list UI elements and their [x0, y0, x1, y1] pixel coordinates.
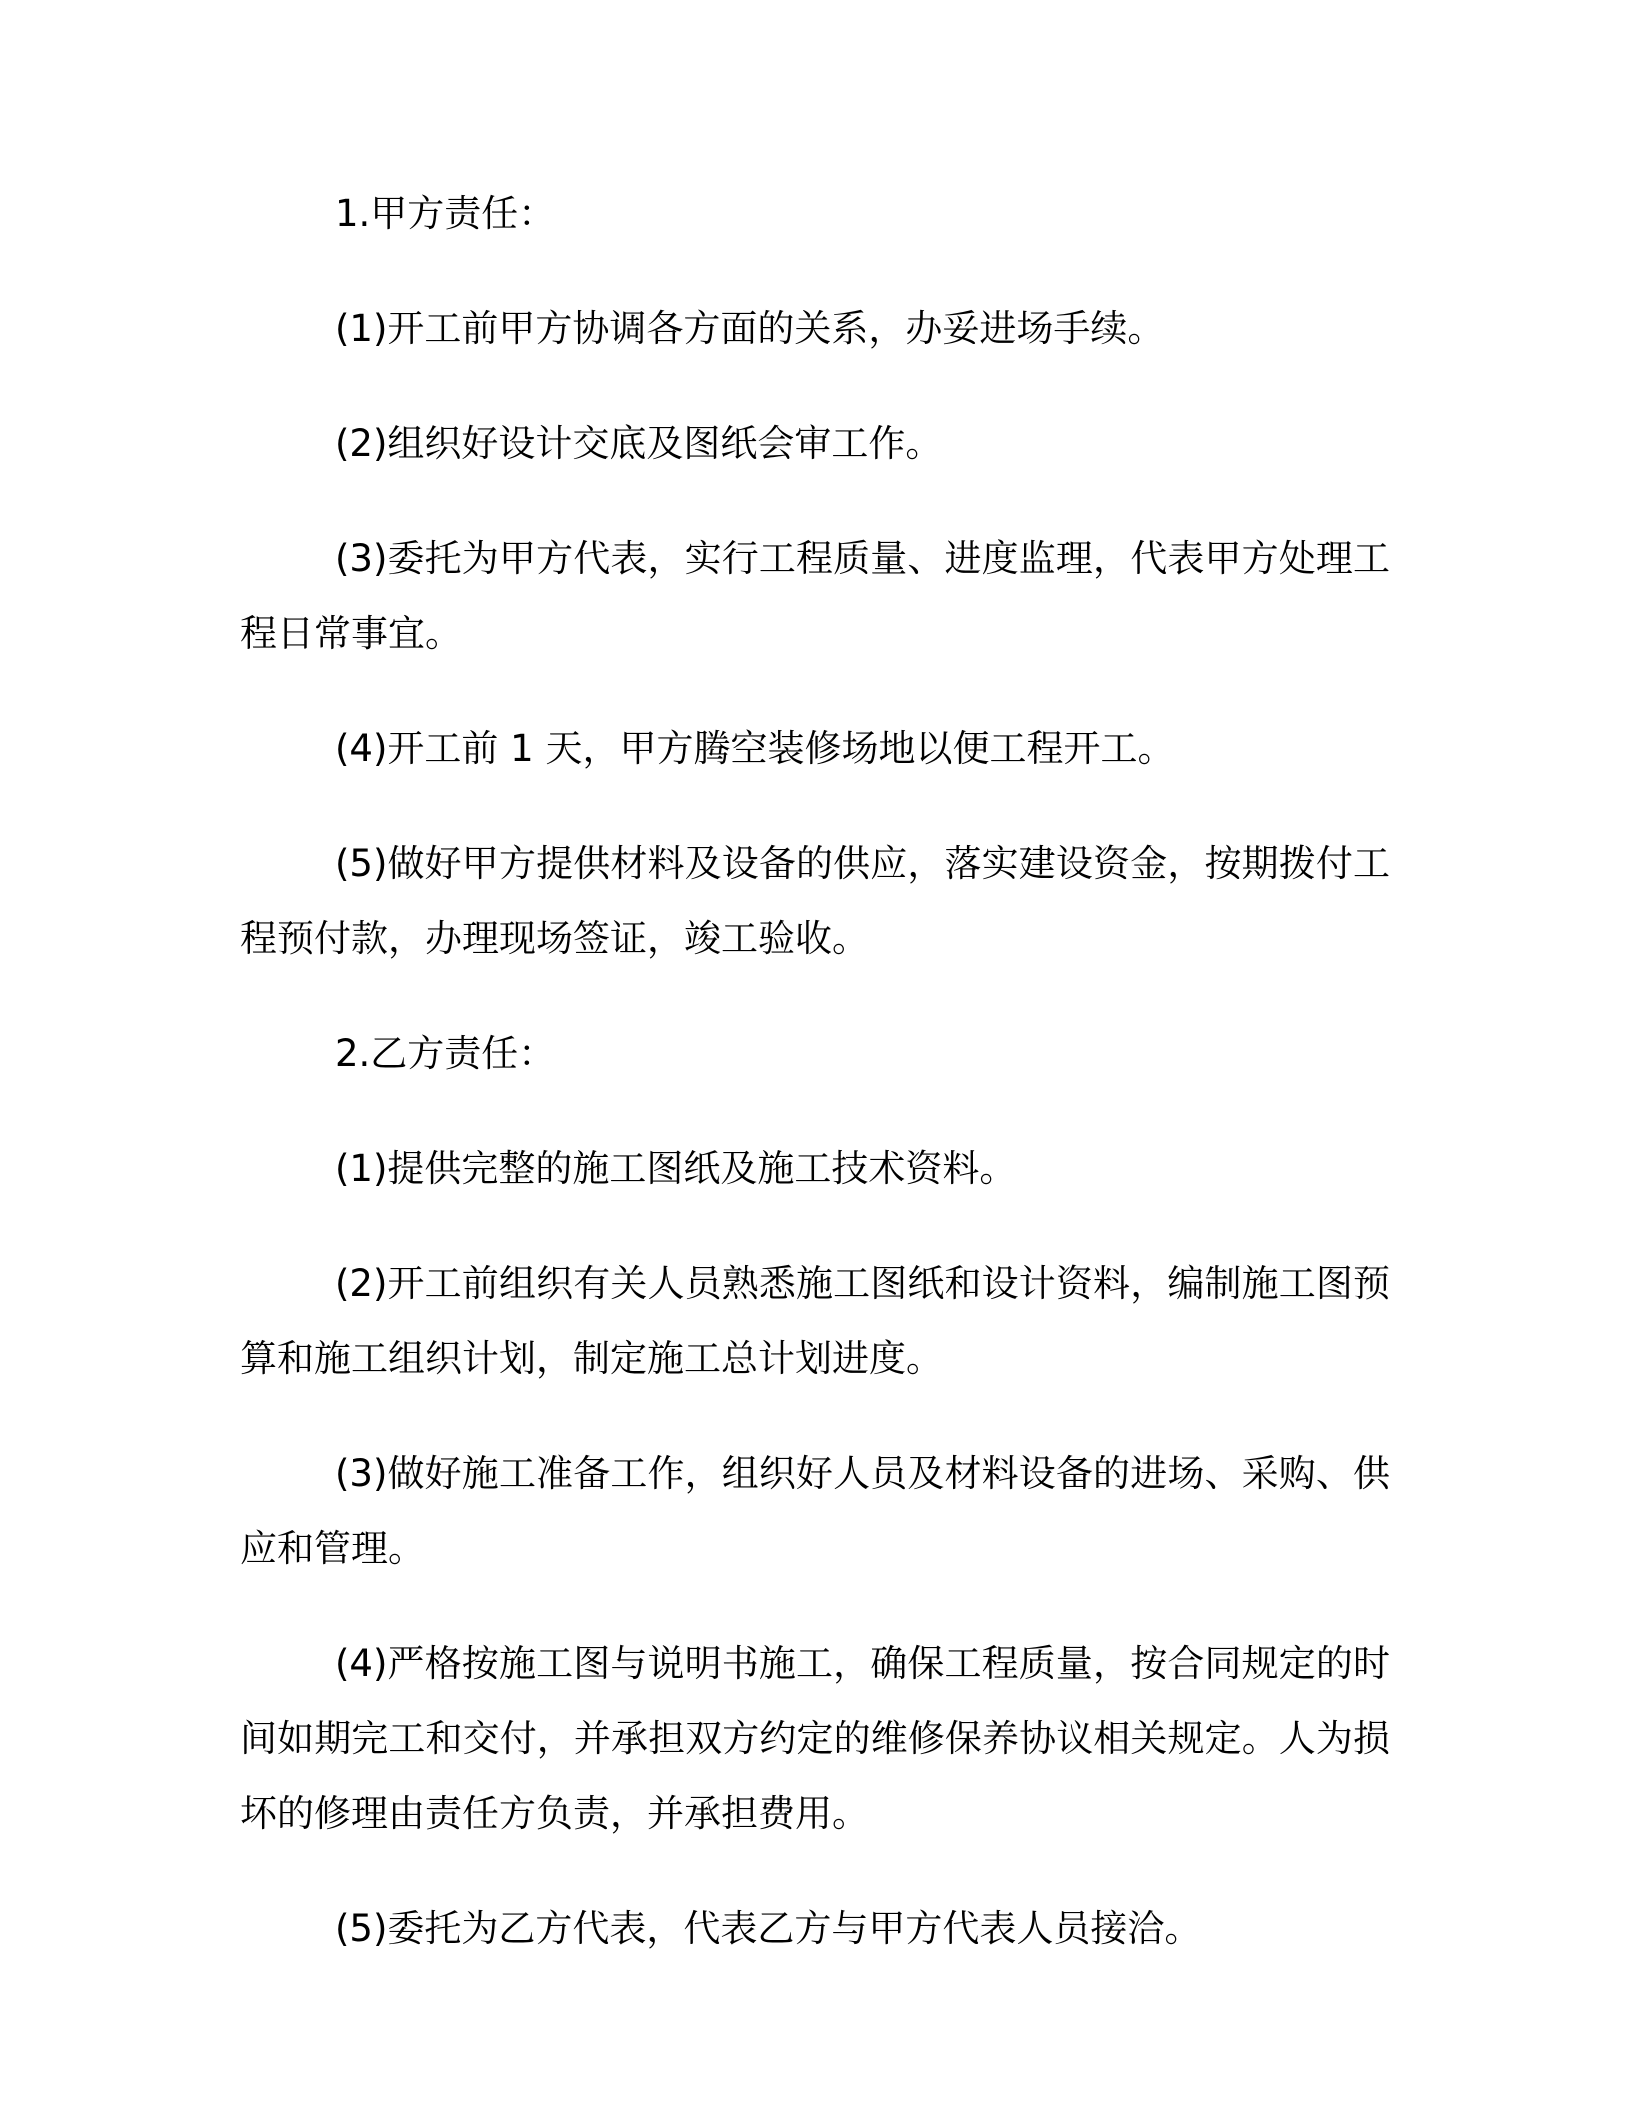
party-b-item-2: (2)开工前组织有关人员熟悉施工图纸和设计资料，编制施工图预算和施工组织计划，制定施工总计划进度。 [240, 1262, 1390, 1380]
party-a-item-5: (5)做好甲方提供材料及设备的供应，落实建设资金，按期拨付工程预付款，办理现场签证，竣工验收。 [240, 842, 1390, 960]
party-b-item-1: (1)提供完整的施工图纸及施工技术资料。 [335, 1147, 1017, 1190]
section-heading-party-b: 2.乙方责任： [335, 1032, 556, 1075]
party-b-item-3: (3)做好施工准备工作，组织好人员及材料设备的进场、采购、供应和管理。 [240, 1452, 1390, 1570]
section-heading-party-a: 1.甲方责任： [335, 192, 556, 235]
party-a-item-1: (1)开工前甲方协调各方面的关系，办妥进场手续。 [335, 307, 1165, 350]
party-b-item-5: (5)委托为乙方代表，代表乙方与甲方代表人员接洽。 [335, 1907, 1202, 1950]
party-a-item-2: (2)组织好设计交底及图纸会审工作。 [335, 422, 943, 465]
party-a-item-3: (3)委托为甲方代表，实行工程质量、进度监理，代表甲方处理工程日常事宜。 [240, 537, 1390, 655]
party-a-item-4: (4)开工前 1 天，甲方腾空装修场地以便工程开工。 [335, 727, 1175, 770]
document-body [240, 176, 1390, 2006]
party-b-item-4: (4)严格按施工图与说明书施工，确保工程质量，按合同规定的时间如期完工和交付，并承担双方约定的维修保养协议相关规定。人为损坏的修理由责任方负责，并承担费用。 [240, 1642, 1390, 1835]
